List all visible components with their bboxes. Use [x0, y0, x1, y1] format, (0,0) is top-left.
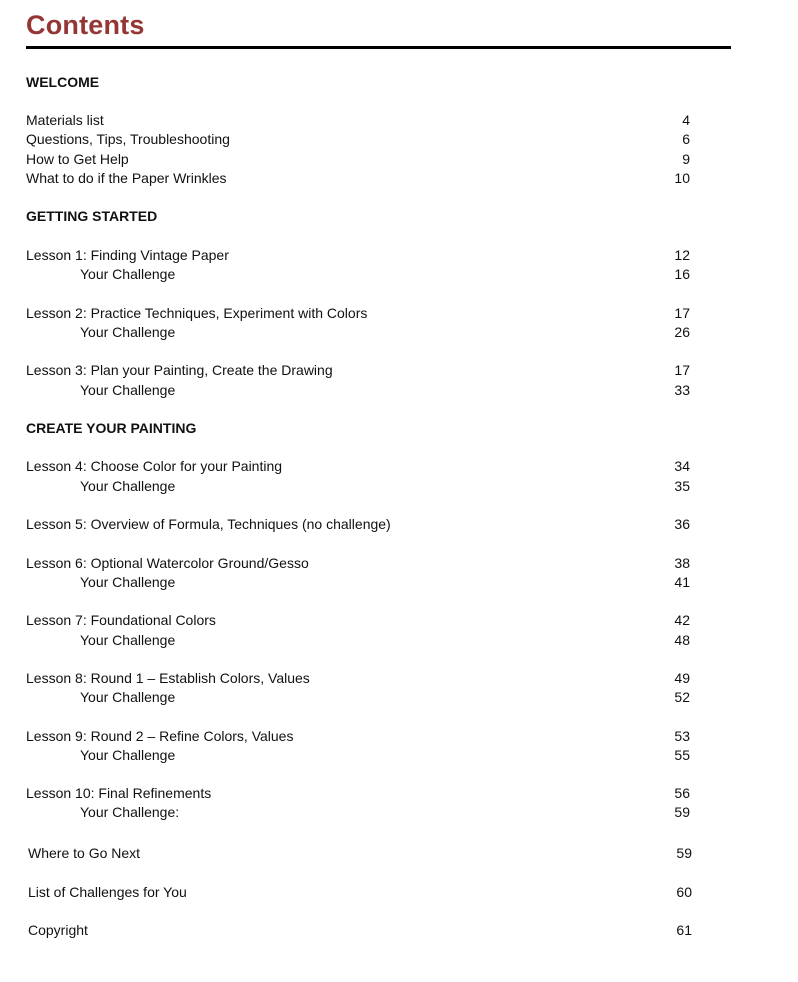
toc-entry-label: Your Challenge: [80, 574, 176, 590]
toc-entry-page: 6: [682, 131, 690, 147]
toc-entry[interactable]: [0, 883, 798, 902]
toc-subentry[interactable]: [0, 746, 798, 765]
toc-subentry[interactable]: [0, 323, 798, 342]
toc-entry-page: 59: [676, 845, 692, 861]
toc-entry-page: 17: [674, 305, 690, 321]
toc-entry-label: Lesson 4: Choose Color for your Painting: [26, 458, 283, 474]
toc-entry-label: What to do if the Paper Wrinkles: [26, 170, 227, 186]
toc-entry-label: Your Challenge: [80, 382, 176, 398]
toc-entry-page: 35: [674, 478, 690, 494]
toc-entry[interactable]: [0, 361, 798, 380]
toc-entry[interactable]: [0, 515, 798, 534]
toc-entry-page: 56: [674, 785, 690, 801]
toc-entry-page: 10: [674, 170, 690, 186]
toc-entry-label: Lesson 9: Round 2 – Refine Colors, Values: [26, 728, 294, 744]
toc-entry[interactable]: [0, 457, 798, 476]
toc-entry-label: Your Challenge: [80, 266, 176, 282]
toc-entry-page: 48: [674, 632, 690, 648]
toc-entry-label: Where to Go Next: [28, 845, 141, 861]
toc-subentry[interactable]: [0, 631, 798, 650]
toc-entry[interactable]: [0, 921, 798, 940]
toc-entry-label: Lesson 3: Plan your Painting, Create the Drawing: [26, 362, 333, 378]
toc-entry-page: 33: [674, 382, 690, 398]
toc-entry-page: 61: [676, 922, 692, 938]
toc-entry-page: 52: [674, 689, 690, 705]
toc-entry[interactable]: [0, 130, 798, 149]
toc-entry[interactable]: [0, 554, 798, 573]
toc-entry-label: Lesson 5: Overview of Formula, Techniques (no challenge): [26, 516, 391, 532]
toc-entry-page: 9: [682, 151, 690, 167]
toc-entry-label: Lesson 7: Foundational Colors: [26, 612, 216, 628]
toc-entry[interactable]: [0, 169, 798, 188]
toc-subentry[interactable]: [0, 688, 798, 707]
toc-entry-label: List of Challenges for You: [28, 884, 187, 900]
toc-subentry[interactable]: [0, 265, 798, 284]
toc-entry-page: 17: [674, 362, 690, 378]
toc-entry[interactable]: [0, 150, 798, 169]
section-heading-create-your-painting: CREATE YOUR PAINTING: [26, 420, 197, 436]
toc-entry-page: 42: [674, 612, 690, 628]
toc-entry[interactable]: [0, 669, 798, 688]
toc-subentry[interactable]: [0, 477, 798, 496]
toc-entry-label: Your Challenge: [80, 324, 176, 340]
toc-entry-page: 16: [674, 266, 690, 282]
toc-entry[interactable]: [0, 844, 798, 863]
toc-subentry[interactable]: [0, 381, 798, 400]
toc-entry-page: 41: [674, 574, 690, 590]
toc-entry-page: 12: [674, 247, 690, 263]
toc-entry-page: 55: [674, 747, 690, 763]
toc-entry-page: 38: [674, 555, 690, 571]
toc-entry-label: Lesson 1: Finding Vintage Paper: [26, 247, 229, 263]
toc-entry-label: How to Get Help: [26, 151, 129, 167]
page-title: Contents: [26, 10, 145, 40]
toc-entry[interactable]: [0, 304, 798, 323]
toc-entry-page: 34: [674, 458, 690, 474]
toc-entry[interactable]: [0, 727, 798, 746]
toc-entry-page: 49: [674, 670, 690, 686]
toc-entry-label: Lesson 8: Round 1 – Establish Colors, Values: [26, 670, 310, 686]
toc-entry-label: Your Challenge: [80, 478, 176, 494]
toc-entry-label: Lesson 2: Practice Techniques, Experiment with Colors: [26, 305, 368, 321]
section-heading-getting-started: GETTING STARTED: [26, 208, 158, 224]
toc-entry-label: Lesson 10: Final Refinements: [26, 785, 212, 801]
toc-entry-label: Copyright: [28, 922, 88, 938]
toc-entry-page: 53: [674, 728, 690, 744]
toc-entry-label: Your Challenge:: [80, 804, 180, 820]
toc-entry-page: 36: [674, 516, 690, 532]
toc-entry-label: Your Challenge: [80, 632, 176, 648]
toc-entry[interactable]: [0, 784, 798, 803]
toc-entry-label: Materials list: [26, 112, 104, 128]
toc-entry-page: 60: [676, 884, 692, 900]
toc-entry-label: Questions, Tips, Troubleshooting: [26, 131, 230, 147]
toc-subentry[interactable]: [0, 573, 798, 592]
toc-entry-label: Your Challenge: [80, 689, 176, 705]
toc-entry[interactable]: [0, 611, 798, 630]
toc-entry[interactable]: [0, 111, 798, 130]
toc-subentry[interactable]: [0, 803, 798, 822]
toc-entry-page: 59: [674, 804, 690, 820]
toc-entry[interactable]: [0, 246, 798, 265]
toc-entry-page: 4: [682, 112, 690, 128]
toc-entry-label: Lesson 6: Optional Watercolor Ground/Gesso: [26, 555, 309, 571]
toc-entry-page: 26: [674, 324, 690, 340]
title-rule: [26, 46, 731, 49]
toc-entry-label: Your Challenge: [80, 747, 176, 763]
section-heading-welcome: WELCOME: [26, 74, 100, 90]
